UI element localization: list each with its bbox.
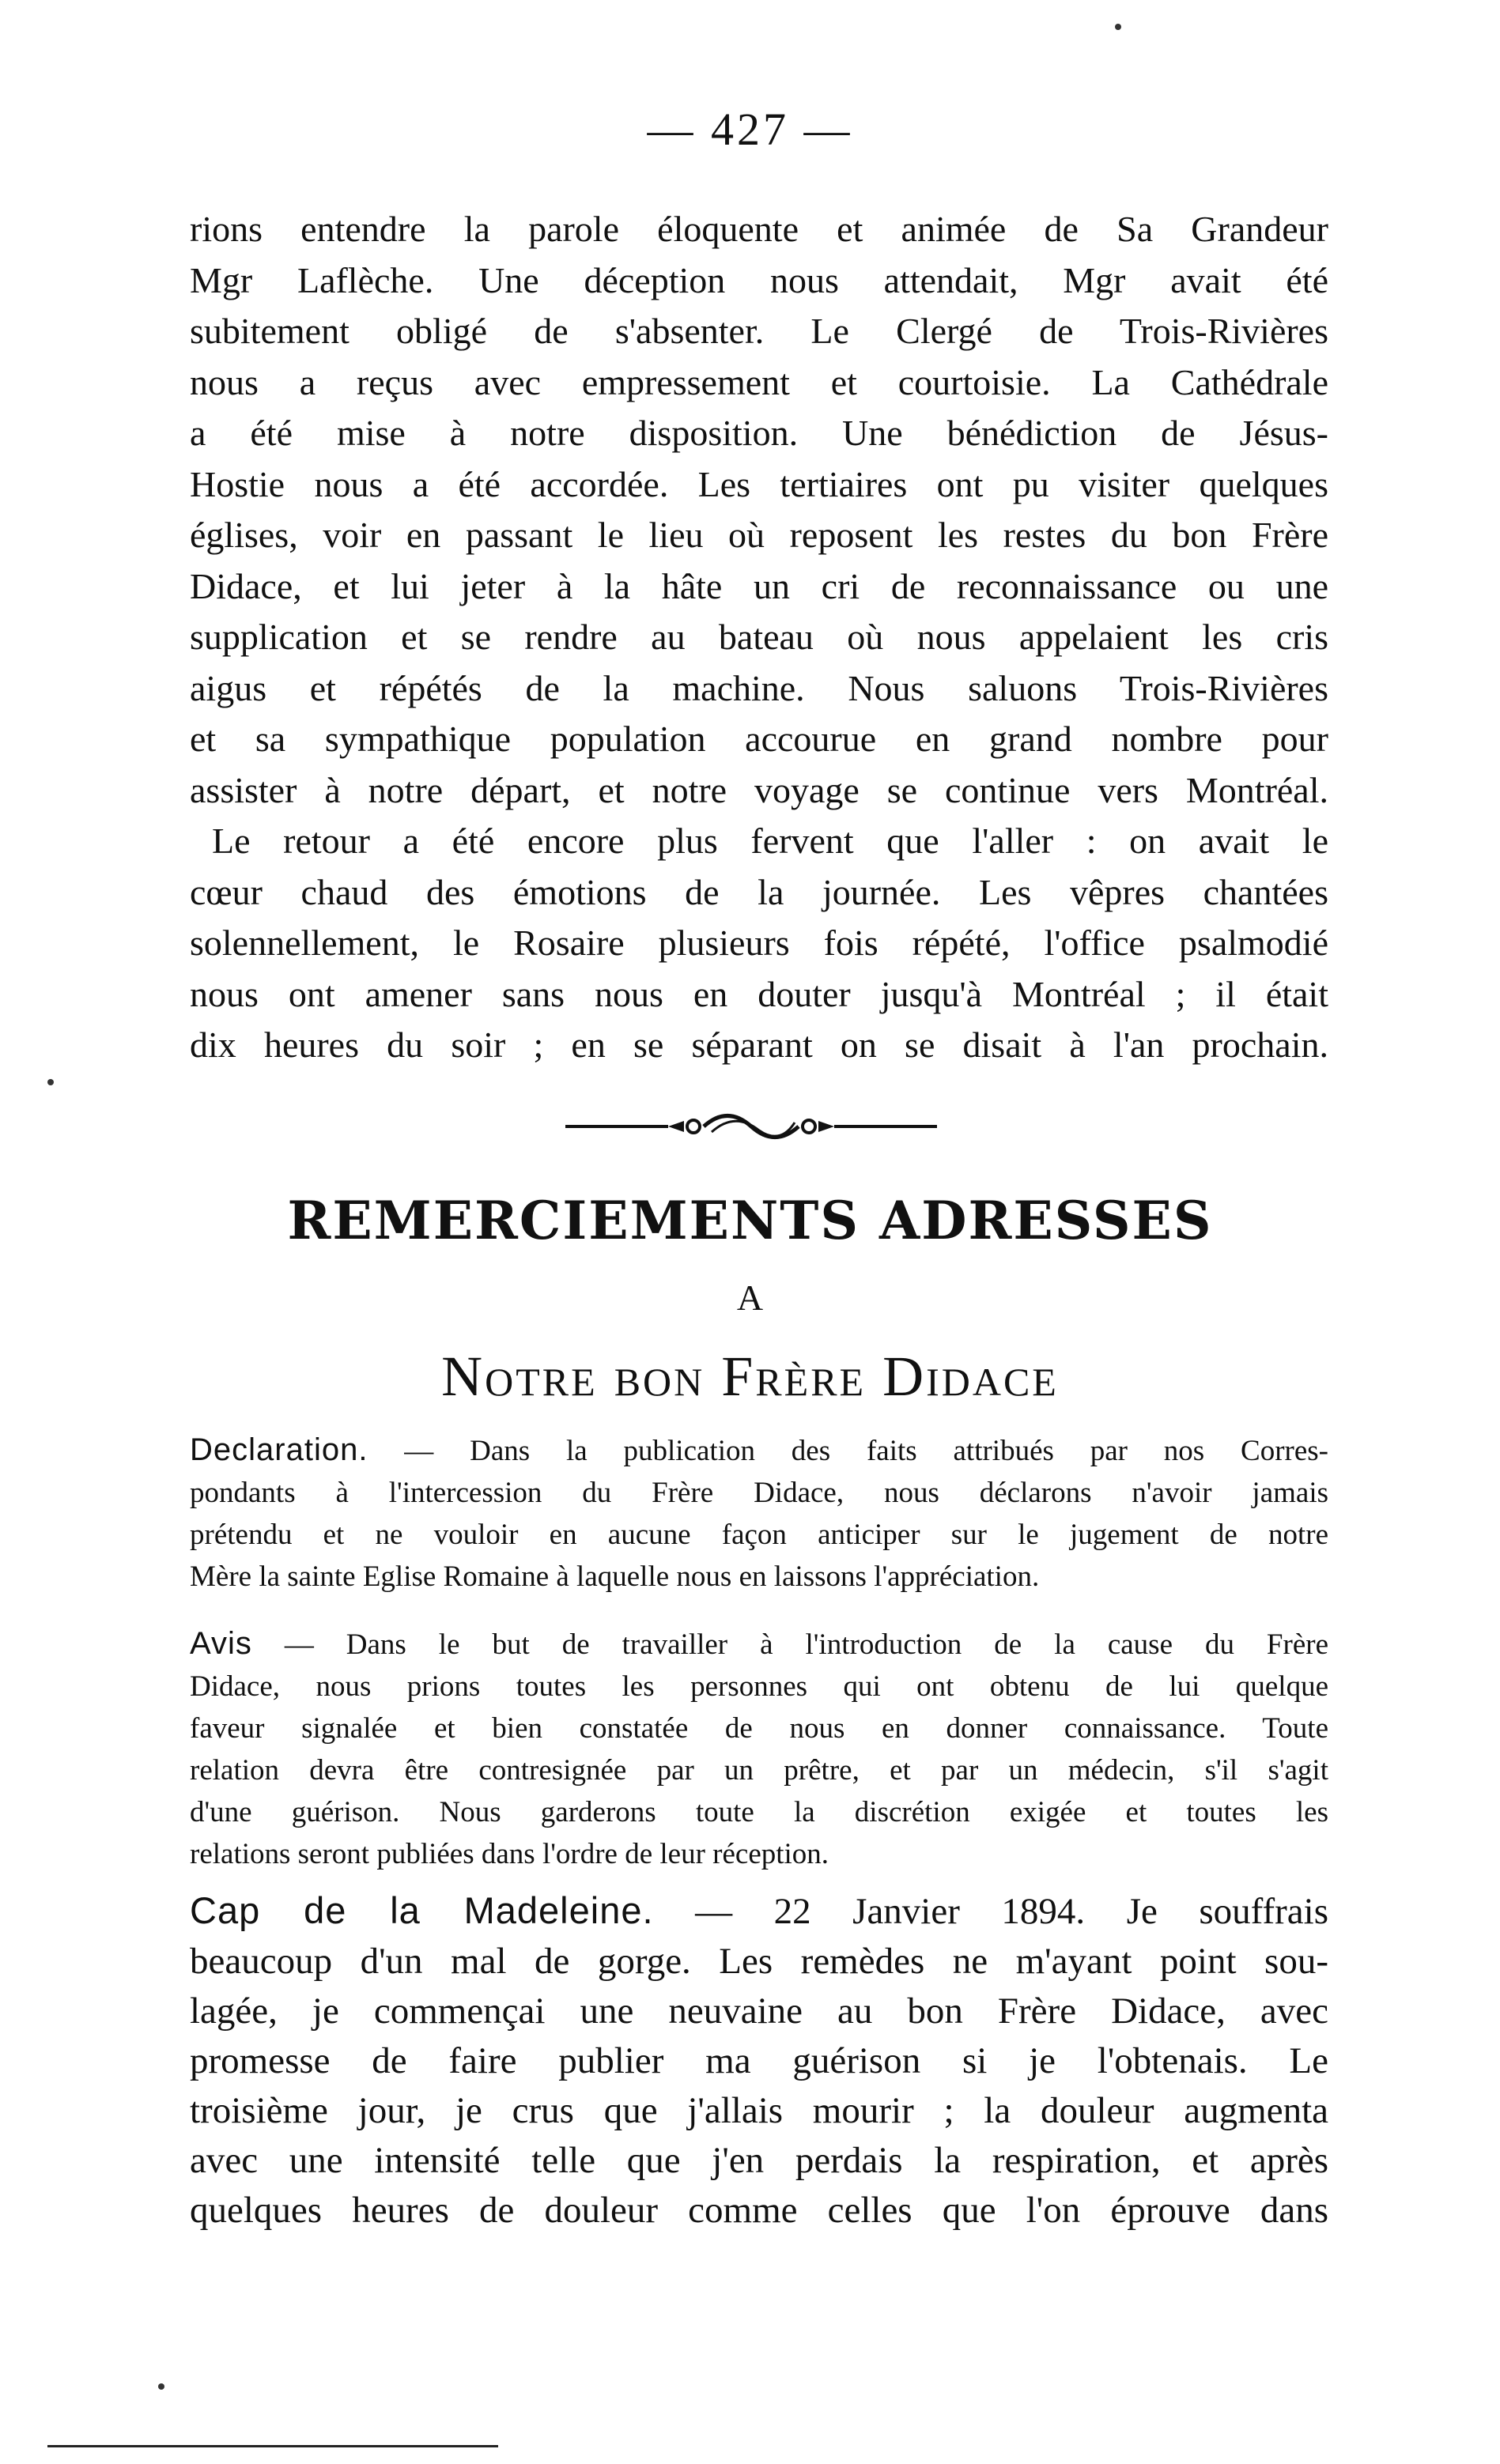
testimony-paragraph — [190, 1885, 1328, 2236]
text-line: faveur signalée et bien constatée de nous en donner connaissance. Toute — [190, 1712, 1328, 1745]
section-subtitle: Notre bon Frère Didace — [441, 1345, 1059, 1408]
text-line: et sa sympathique population accourue en grand nombre pour — [190, 719, 1328, 759]
avis-paragraph — [190, 1623, 1328, 1875]
text-line: cœur chaud des émotions de la journée. Les vêpres chantées — [190, 871, 1328, 912]
text-line: Le retour a été encore plus fervent que l'aller : on avait le — [212, 821, 1328, 861]
declaration-lead: Declaration. — [190, 1432, 368, 1467]
text-line: solennellement, le Rosaire plusieurs fois répété, l'office psalmodié — [190, 923, 1328, 963]
text-line: Hostie nous a été accordée. Les tertiaires ont pu visiter quelques — [190, 463, 1328, 504]
text-line: relations seront publiées dans l'ordre de leur réception. — [190, 1838, 829, 1870]
text-line: Declaration. — Dans la publication des faits attribués par nos Corres- — [190, 1432, 1328, 1467]
ink-speck — [1115, 24, 1121, 30]
text-line: quelques heures de douleur comme celles que l'on éprouve dans — [190, 2190, 1328, 2231]
text-line: relation devra être contresignée par un prêtre, et par un médecin, s'il s'agit — [190, 1754, 1328, 1787]
text-line: avec une intensité telle que j'en perdais la respiration, et après — [190, 2140, 1328, 2181]
text-line: supplication et se rendre au bateau où nous appelaient les cris — [190, 617, 1328, 657]
text-line: subitement obligé de s'absenter. Le Clergé de Trois-Rivières — [190, 311, 1328, 351]
text-line: beaucoup d'un mal de gorge. Les remèdes ne m'ayant point sou- — [190, 1941, 1328, 1982]
section-connector: A — [736, 1277, 764, 1318]
text-line: Mgr Laflèche. Une déception nous attendait, Mgr avait été — [190, 259, 1328, 300]
ink-speck — [158, 2383, 164, 2390]
text-line: aigus et répétés de la machine. Nous saluons Trois-Rivières — [190, 667, 1328, 708]
section-title: REMERCIEMENTS ADRESSES — [287, 1190, 1213, 1251]
text-line: Mère la sainte Eglise Romaine à laquelle nous en laissons l'appréciation. — [190, 1560, 1040, 1593]
text-line: troisième jour, je crus que j'allais mourir ; la douleur augmenta — [190, 2090, 1328, 2131]
text-line: nous a reçus avec empressement et courtoisie. La Cathédrale — [190, 361, 1328, 402]
text-line: prétendu et ne vouloir en aucune façon anticiper sur le jugement de notre — [190, 1519, 1328, 1551]
text-line: pondants à l'intercession du Frère Didace, nous déclarons n'avoir jamais — [190, 1477, 1328, 1509]
text-line: Cap de la Madeleine. — 22 Janvier 1894. Je souffrais — [190, 1889, 1328, 1932]
ornament-divider — [565, 1108, 937, 1145]
text-line: assister à notre départ, et notre voyage se continue vers Montréal. — [190, 769, 1328, 810]
declaration-paragraph — [190, 1429, 1328, 1598]
text-line: églises, voir en passant le lieu où reposent les restes du bon Frère — [190, 515, 1328, 555]
text-line: rions entendre la parole éloquente et animée de Sa Grandeur — [190, 209, 1328, 249]
paragraph-top — [190, 204, 1328, 1071]
text-line: promesse de faire publier ma guérison si je l'obtenais. Le — [190, 2040, 1328, 2081]
avis-lead: Avis — [190, 1626, 252, 1661]
text-line: a été mise à notre disposition. Une bénédiction de Jésus- — [190, 413, 1328, 453]
text-line: d'une guérison. Nous garderons toute la discrétion exigée et toutes les — [190, 1796, 1328, 1828]
testimony-lead: Cap de la Madeleine. — [190, 1889, 654, 1931]
ink-speck — [47, 1079, 54, 1085]
text-line: lagée, je commençai une neuvaine au bon Frère Didace, avec — [190, 1990, 1328, 2032]
text-line: dix heures du soir ; en se séparant on se disait à l'an prochain. — [190, 1024, 1328, 1065]
bottom-rule — [47, 2445, 498, 2447]
page-number: — 427 — — [647, 104, 853, 155]
text-line: Didace, et lui jeter à la hâte un cri de reconnaissance ou une — [190, 565, 1328, 606]
text-line: Didace, nous prions toutes les personnes qui ont obtenu de lui quelque — [190, 1670, 1328, 1703]
text-line: Avis — Dans le but de travailler à l'introduction de la cause du Frère — [190, 1626, 1328, 1661]
text-line: nous ont amener sans nous en douter jusqu'à Montréal ; il était — [190, 973, 1328, 1014]
